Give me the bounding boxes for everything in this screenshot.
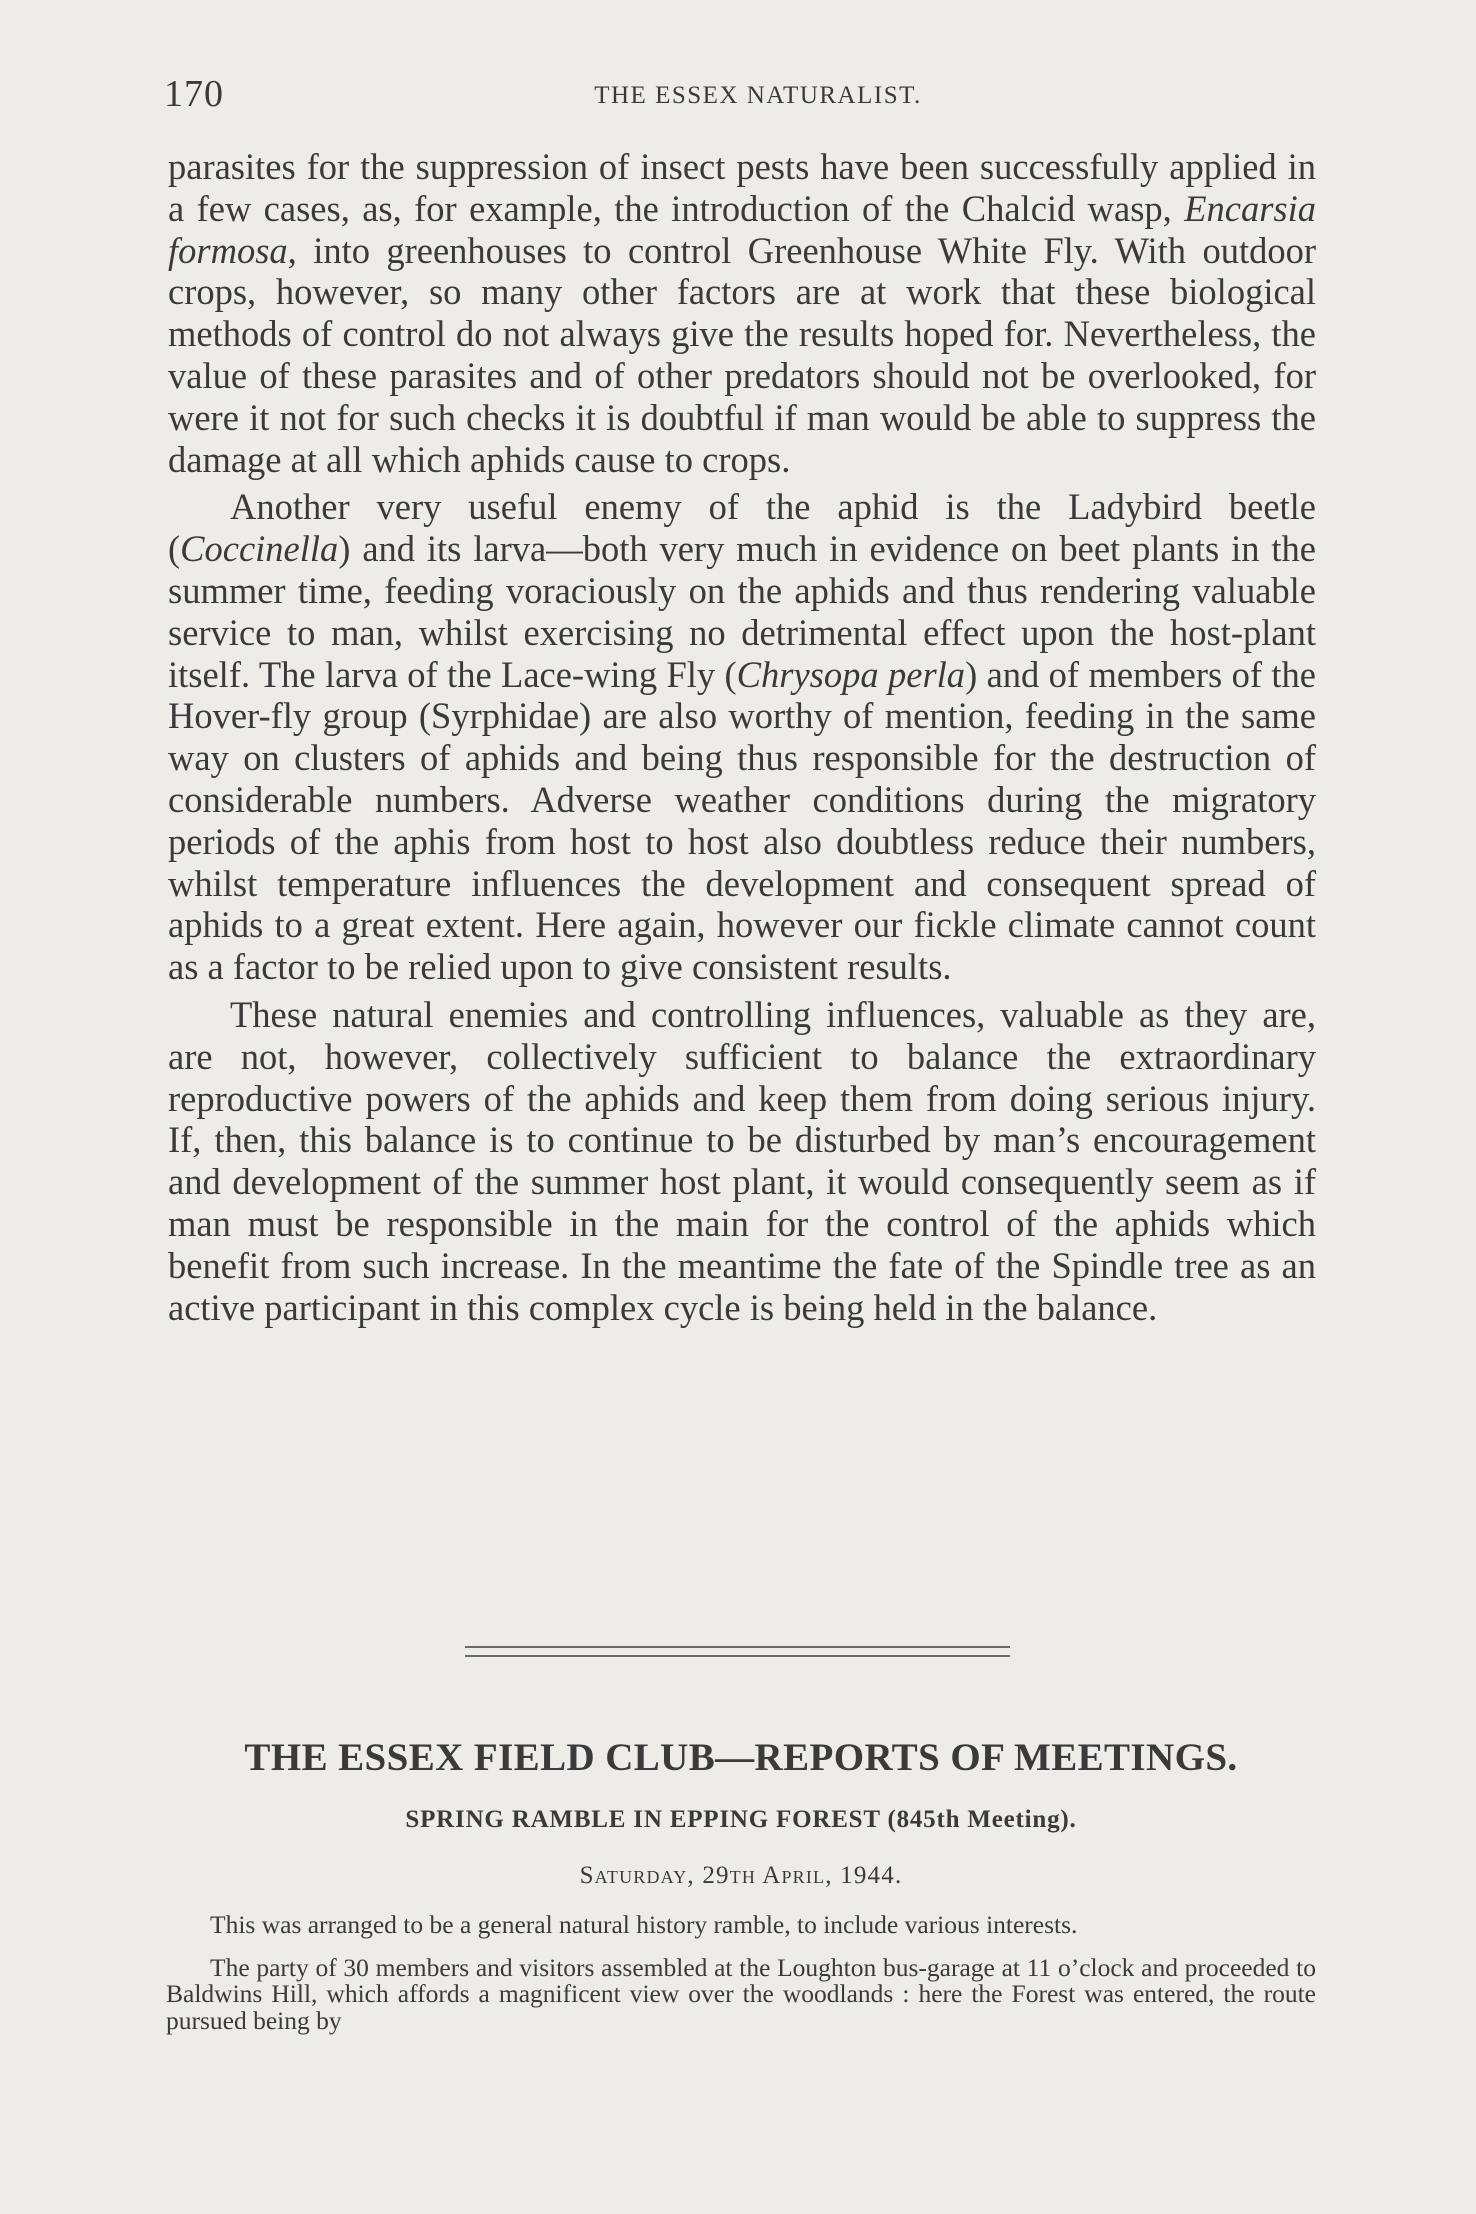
paragraph-1-text-b: , into greenhouses to control Greenhouse White Fly. With outdoor crops, however, so many other factors are at work that these biological methods of control do not always give the results hoped for. Nevertheless, the value of these parasites and of other predators should not be overlooked, for were it not for such checks it is doubtful if man would be able to suppress the damage at all which aphids cause to crops. (168, 229, 1316, 480)
species-name-chrysopa: Chrysopa perla (736, 653, 966, 695)
article-body (168, 146, 1316, 1328)
genus-name-coccinella: Coccinella (180, 528, 339, 570)
section-divider (465, 1646, 1010, 1658)
paragraph-1 (168, 146, 1316, 480)
paragraph-2 (168, 486, 1316, 988)
meeting-date (166, 1862, 1316, 1890)
divider-rule-bottom (465, 1655, 1010, 1657)
divider-rule-top (465, 1646, 1010, 1648)
meeting-title: SPRING RAMBLE IN EPPING FOREST (845th Meeting). (405, 1806, 1077, 1833)
paragraph-1-text-a: parasites for the suppression of insect pests have been successfully applied in a few cases, as, for example, the introduction of the Chalcid wasp, (168, 146, 1316, 229)
paragraph-2-text-a: Another very useful enemy of the aphid is the Ladybird beetle ( (168, 486, 1316, 570)
report-paragraph-1: This was arranged to be a general natural history ramble, to include various interests. (210, 1910, 1078, 1939)
paragraph-2-text-b: ) and its larva—both very much in evidence on beet plants in the summer time, feeding voraciously on the aphids and thus rendering valuable service to man, whilst exercising no detrimental effect upon the host-plant itself. The larva of the Lace-wing Fly ( (168, 528, 1316, 695)
meeting-report (166, 1912, 1316, 2034)
paragraph-3: These natural enemies and controlling influences, valuable as they are, are not, however, collectively sufficient to balance the extraordinary reproductive powers of the aphids and keep them from doing serious injury. If, then, this balance is to continue to be disturbed by man’s encouragement and development of the summer host plant, it would consequently seem as if man must be responsible in the main for the control of the aphids which benefit from such increase. In the meantime the fate of the Spindle tree as an active participant in this complex cycle is being held in the balance. (168, 993, 1316, 1328)
meeting-date-text: Saturday, 29th April, 1944. (579, 1862, 903, 1889)
paragraph-2-text-c: ) and of members of the Hover-fly group (Syrphidae) are also worthy of mention, feeding in the same way on clusters of aphids and being thus responsible for the destruction of considerable numbers. Adverse weather conditions during the migratory periods of the aphis from host to host also doubtless reduce their numbers, whilst temperature influences the development and consequent spread of aphids to a great extent. Here again, however our fickle climate cannot count as a factor to be relied upon to give consistent results. (168, 653, 1316, 988)
species-name-encarsia: Encarsia formosa (168, 187, 1316, 271)
running-title: THE ESSEX NATURALIST. (594, 82, 922, 109)
report-paragraph-2: The party of 30 members and visitors assembled at the Loughton bus-garage at 11 o’clock and proceeded to Baldwins Hill, which affords a magnificent view over the woodlands : here the Forest was entered, the route pursued being by (166, 1952, 1316, 2035)
section-title: THE ESSEX FIELD CLUB—REPORTS OF MEETINGS. (244, 1736, 1238, 1779)
page-number: 170 (164, 73, 224, 115)
page-header (164, 72, 1312, 120)
